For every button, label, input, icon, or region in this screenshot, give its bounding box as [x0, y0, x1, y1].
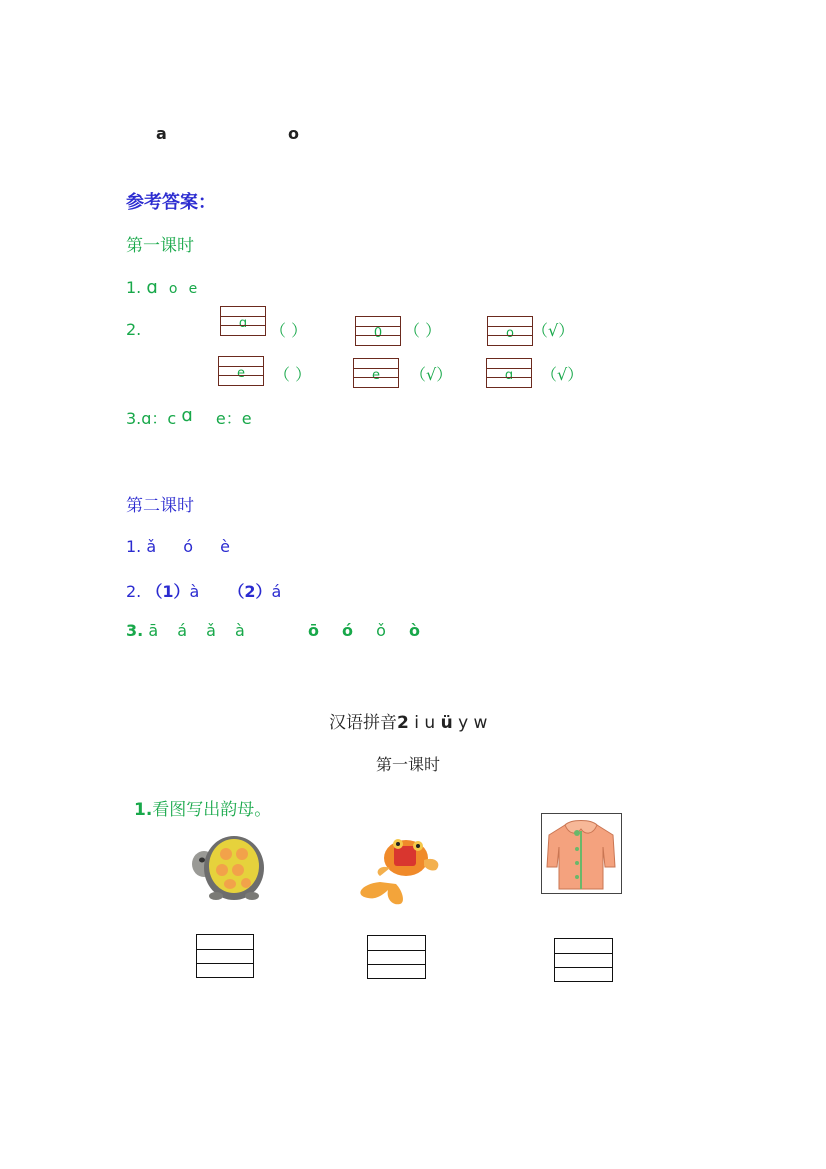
box-letter: e: [237, 366, 245, 382]
l2q1-item: ó: [183, 537, 194, 556]
section2-title-letters: i u: [414, 713, 436, 733]
q3-number: 3.: [126, 409, 142, 428]
box-letter: ɑ: [504, 368, 514, 384]
answer-mark: （√）: [541, 365, 584, 384]
tone-a: ǎ: [206, 621, 216, 640]
answer-writing-box[interactable]: [196, 934, 254, 978]
pinyin-box: [353, 358, 399, 388]
section2-title-num: 2: [397, 713, 409, 733]
shirt-picture: [541, 813, 622, 894]
lesson2-q1: [126, 537, 230, 556]
l2q2-p1: （1）: [146, 582, 190, 601]
answer-mark: （ ）: [404, 321, 442, 340]
q1-letter-a: ɑ: [146, 277, 158, 298]
s2q1-number: 1.: [134, 800, 153, 820]
q3-part1: ɑ：c: [141, 409, 177, 428]
l2q1-number: 1.: [126, 537, 142, 556]
tone-o: ó: [342, 621, 354, 640]
q3-part1-letter: ɑ: [181, 405, 193, 426]
section2-q1: [134, 795, 271, 820]
tortoise-picture: [186, 830, 272, 906]
top-letter-a: a: [156, 124, 167, 143]
top-letter-o: o: [288, 124, 299, 143]
tone-a: ā: [148, 621, 159, 640]
tone-a: à: [235, 621, 245, 640]
tone-o: ò: [409, 621, 421, 640]
l2q3-number: 3.: [126, 621, 144, 640]
pinyin-box: [355, 316, 401, 346]
q3-part2: e：e: [215, 409, 252, 428]
answer-writing-box[interactable]: [367, 935, 426, 979]
lesson2-title: 第二课时: [126, 496, 194, 516]
box-letter: 0: [373, 326, 383, 342]
lesson2-q3: [126, 621, 420, 640]
l2q2-number: 2.: [126, 582, 142, 601]
s2q1-text: 看图写出韵母。: [152, 800, 272, 820]
pinyin-box: [487, 316, 533, 346]
box-letter: o: [506, 326, 514, 342]
l2q2-a1: à: [189, 582, 200, 601]
tone-o: ǒ: [376, 621, 386, 640]
lesson1-q1: [126, 277, 197, 298]
section2-title-u: ü: [440, 713, 453, 733]
pinyin-box: [486, 358, 532, 388]
pinyin-box: [218, 356, 264, 386]
l2q2-a2: á: [271, 582, 282, 601]
section2-title: [329, 708, 487, 733]
q1-number: 1.: [126, 278, 142, 297]
l2q1-item: è: [220, 537, 230, 556]
section2-title-letters2: y w: [458, 713, 488, 733]
goldfish-picture: [350, 824, 446, 908]
answer-writing-box[interactable]: [554, 938, 613, 982]
tone-a: á: [177, 621, 188, 640]
l2q2-p2: （2）: [228, 582, 272, 601]
lesson1-q2-number: 2.: [126, 320, 142, 339]
lesson1-title: 第一课时: [126, 236, 194, 256]
lesson2-q2: [126, 579, 281, 602]
answer-mark: （ ）: [270, 321, 308, 340]
answer-mark: （ ）: [274, 365, 312, 384]
lesson1-q3: [126, 406, 252, 429]
box-letter: e: [372, 368, 380, 384]
section2-title-cn: 汉语拼音: [329, 713, 397, 733]
q1-letter-o: o: [168, 281, 178, 297]
answer-mark: （√）: [532, 321, 575, 340]
pinyin-box: [220, 306, 266, 336]
answer-mark: （√）: [410, 365, 453, 384]
tone-o: ō: [307, 621, 319, 640]
l2q1-item: ǎ: [146, 537, 157, 556]
box-letter: ɑ: [238, 316, 248, 332]
q1-letter-e: e: [188, 281, 198, 297]
section2-lesson-title: 第一课时: [376, 755, 441, 774]
answers-heading: 参考答案：: [126, 192, 216, 213]
